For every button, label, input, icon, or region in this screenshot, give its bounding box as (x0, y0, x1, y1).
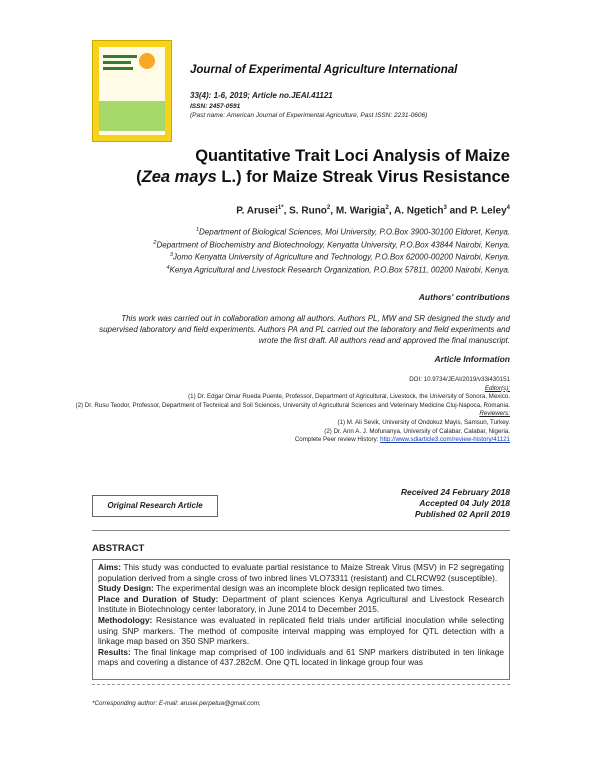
doi: DOI: 10.9734/JEAI/2019/v33i430151 (409, 376, 510, 383)
affiliations (80, 225, 510, 276)
species-name: Zea mays (141, 168, 217, 186)
editor-2: (2) Dr. Rusu Teodor, Professor, Department of Technical and Soil Sciences, University of Agricultural Sciences and Veterinary Medicine Cluj-Napoca, Romania. (75, 401, 510, 409)
affiliation: $^3$Jomo Kenyatta University of Agriculture and Technology, P.O.Box 62000-00200 Nairobi, Kenya. (169, 252, 510, 262)
author-affiliation-mark: 1* (277, 205, 284, 211)
editor-1: (1) Dr. Edgar Omar Rueda Puente, Professor, Department of Agricultural, Livestock, the University of Sonora, Mexico. (188, 393, 510, 401)
affiliation: $^1$Department of Biological Sciences, Moi University, P.O.Box 3900-30100 Eldoret, Kenya. (195, 227, 510, 237)
paper-title (136, 146, 510, 188)
author-list: P. Arusei$^{1*}$, S. Runo$^2$, M. Warigia$^2$, A. Ngetich$^3$ and P. Leley$^4$ (236, 205, 510, 217)
abstract-heading: ABSTRACT (92, 543, 145, 554)
review-history-link[interactable]: http://www.sdiarticle3.com/review-history/41121 (380, 436, 510, 444)
reviewers-label: Reviewers: (479, 410, 510, 418)
journal-issn: ISSN: 2457-0591 (190, 103, 241, 110)
author-name: S. Runo (289, 205, 327, 217)
article-type-badge: Original Research Article (92, 495, 218, 517)
footnote-divider (92, 684, 510, 685)
title-line-2: (Zea mays L.) for Maize Streak Virus Resistance (136, 168, 510, 186)
affiliation: $^4$Kenya Agricultural and Livestock Research Organization, P.O.Box 57811, 00200 Nairobi, Kenya. (166, 264, 510, 275)
review-history: Complete Peer review History: http://www.sdiarticle3.com/review-history/41121 (294, 436, 510, 444)
divider (92, 530, 510, 531)
journal-cover-image (92, 40, 172, 142)
author-affiliation-mark: 4 (506, 205, 510, 211)
article-info (70, 376, 510, 445)
reviewer-2: (2) Dr. Ann A. J. Mofunanya, University of Calabar, Calabar, Nigeria. (324, 427, 510, 435)
date-received: Received 24 February 2018 (400, 487, 510, 497)
journal-name: Journal of Experimental Agriculture International (190, 64, 458, 76)
abstract-body (92, 559, 510, 680)
reviewer-1: (1) M. Ali Sevik, University of Ondokuz Mayis, Samsun, Turkey. (337, 418, 510, 426)
author-affiliation-mark: 2 (326, 205, 331, 211)
editors-label: Editor(s): (484, 384, 510, 392)
title-line-1: Quantitative Trait Loci Analysis of Maize (195, 147, 510, 165)
author-name: A. Ngetich (394, 205, 444, 217)
affiliation: $^2$Department of Biochemistry and Biotechnology, Kenyatta University, P.O.Box 43844 Nairobi, Kenya. (153, 239, 510, 250)
abstract-section: Aims: This study was conducted to evaluate partial resistance to Maize Streak Virus (MSV) in F2 segregating population derived from a single cross of two inbred lines VLO73311 (resistant) and CLRCW92 (susceptible). (98, 562, 504, 583)
journal-past-name: (Past name: American Journal of Experimental Agriculture, Past ISSN: 2231-0606) (190, 112, 428, 119)
journal-issue: 33(4): 1-6, 2019; Article no.JEAI.41121 (190, 91, 333, 100)
abstract-section: Study Design: The experimental design was an incomplete block design replicated two times. (98, 583, 445, 594)
author-affiliation-mark: 2 (385, 205, 389, 211)
article-dates (401, 487, 510, 520)
contributions-heading: Authors' contributions (418, 292, 510, 302)
abstract-section: Methodology: Resistance was evaluated in replicated field trials under artificial inoculation while selecting using SNP markers. The method of composite interval mapping was employed for QTL detection with a linkage map based on 350 SNP markers. (98, 614, 504, 647)
date-published: Published 02 April 2019 (414, 509, 510, 519)
article-info-heading: Article Information (434, 354, 510, 364)
author-name: M. Warigia (335, 205, 386, 217)
author-affiliation-mark: 3 (443, 205, 447, 211)
abstract-section: Place and Duration of Study: Department of plant sciences Kenya Agricultural and Livestock Research Institute in Biotechnology center laboratory, in June 2014 to December 2015. (98, 593, 504, 615)
contributions-text: This work was carried out in collaboration among all authors. Authors PL, MW and SR designed the study and supervised laboratory and field experiments. Authors PA and PL carried out the laboratory and field experiments and wrote the first draft. All authors read and approved the final manuscript. (99, 314, 510, 345)
author-name: P. Arusei (236, 205, 278, 217)
abstract-section: Results: The final linkage map comprised of 100 individuals and 61 SNP markers distributed in ten linkage maps and covering a distance of 437.282cM. One QTL located in linkage group four was (98, 646, 504, 668)
corresponding-author-footnote: *Corresponding author: E-mail: arusei.perpetua@gmail.com; (92, 700, 261, 707)
date-accepted: Accepted 04 July 2018 (419, 498, 510, 508)
author-name: P. Leley (470, 205, 507, 217)
